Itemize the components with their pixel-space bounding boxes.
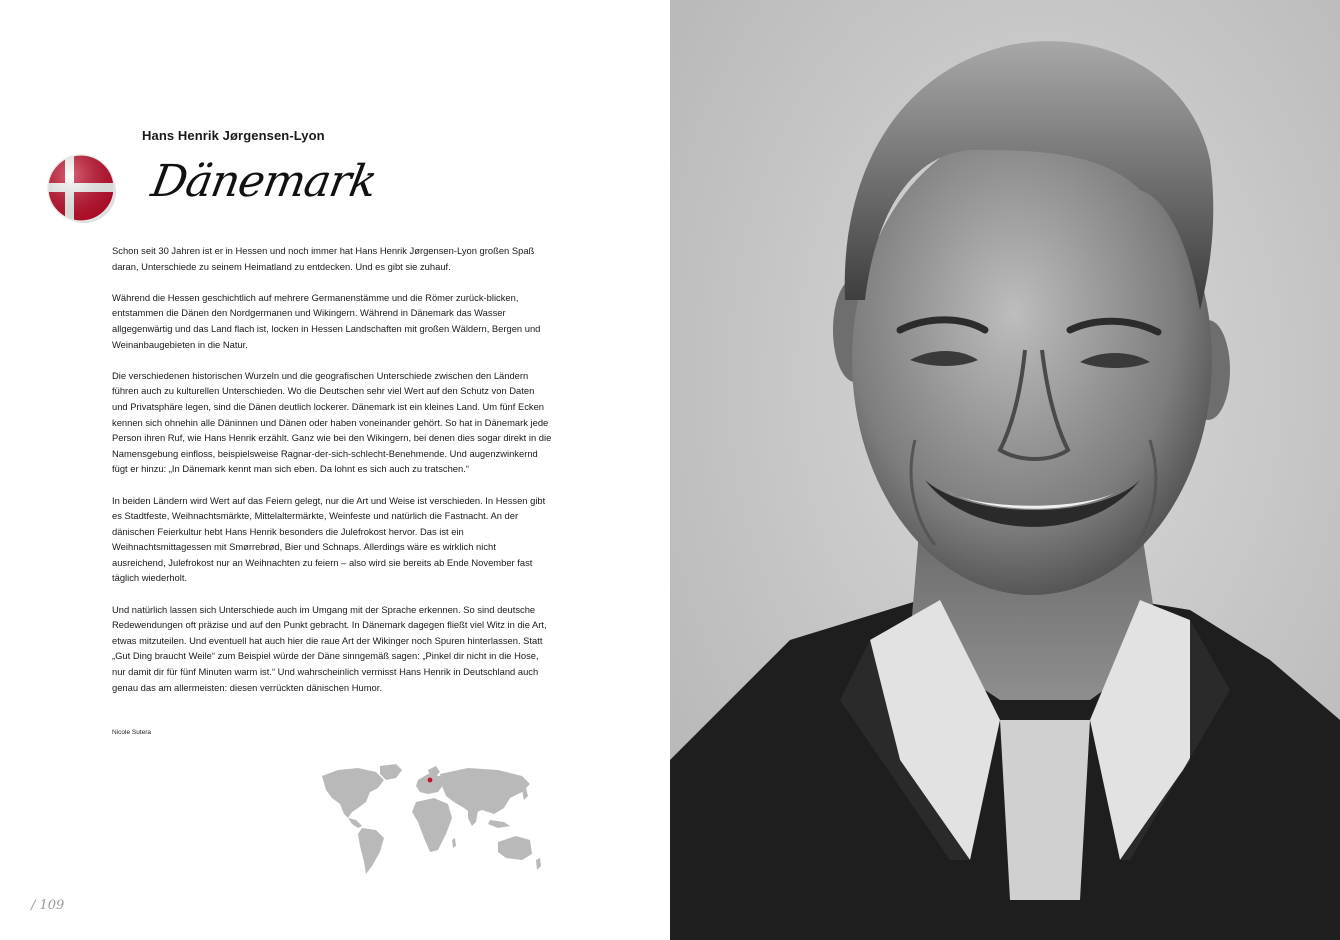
portrait-image xyxy=(670,0,1340,940)
author-name: Hans Henrik Jørgensen-Lyon xyxy=(142,128,325,143)
world-map-icon xyxy=(318,762,544,880)
paragraph: Und natürlich lassen sich Unterschiede auch im Umgang mit der Sprache erkennen. So sind deutsche Redewendungen oft präzise und auf den Punkt gebracht. In Dänemark dagegen fließt viel Witz in die Art, etwas mitzuteilen. Und eventuell hat auch hier die raue Art der Wikinger noch Spuren hinterlassen. Statt „Gut Ding braucht Weile“ zum Beispiel würde der Däne sinngemäß sagen: „Pinkel dir nicht in die Hose, nur damit dir für fünf Minuten warm ist.“ Und wahrscheinlich vermisst Hans Henrik in Deutschland auch genau das am allermeisten: diesen verrückten dänischen Humor. xyxy=(112,603,547,693)
article-body xyxy=(112,243,552,711)
paragraph: In beiden Ländern wird Wert auf das Feiern gelegt, nur die Art und Weise ist verschieden. In Hessen gibt es Stadtfeste, Weihnachtsmärkte, Mittelaltermärkte, Weinfeste und natürlich die Fastnacht. An der dänischen Feierkultur hebt Hans Henrik besonders die Julefrokost hervor. Das ist ein Weihnachtsmittagessen mit Smørrebrød, Bier und Schnaps. Allerdings wäre es wirklich nicht ausreichend, Julefrokost nur an Weihnachten zu feiern – also wird sie bereits ab Ende November fast täglich wiederholt. xyxy=(112,494,546,584)
page-number: / 109 xyxy=(31,898,65,913)
signature: Nicole Sutera xyxy=(112,729,152,736)
paragraph: Die verschiedenen historischen Wurzeln und die geografischen Unterschiede zwischen den Ländern führen auch zu kulturellen Unterschieden. Wo die Deutschen sehr viel Wert auf den Schutz von Daten und Privatsphäre legen, sind die Dänen deutlich lockerer. Dänemark ist ein kleines Land. Um fünf Ecken kennen sich ohnehin alle Däninnen und Dänen oder haben voneinander gehört. So hat in Dänemark jede Person ihren Ruf, wie Hans Henrik erzählt. Ganz wie bei den Wikingern, bei denen dies sogar direkt in die Namensgebung einfloss, beispielsweise Ragnar-der-sich-schlecht-Benehmende. Und augenzwinkernd fügt er hinzu: „In Dänemark kennt man sich eben. Da lohnt es sich auch zu tratschen.“ xyxy=(112,369,552,475)
country-title: Dänemark xyxy=(147,156,381,207)
paragraph: Schon seit 30 Jahren ist er in Hessen und noch immer hat Hans Henrik Jørgensen-Lyon großen Spaß daran, Unterschiede zu seinem Heimatland zu entdecken. Und es gibt sie zuhauf. xyxy=(112,245,535,272)
paragraph: Während die Hessen geschichtlich auf mehrere Germanenstämme und die Römer zurück-blicken, entstammen die Dänen den Nordgermanen und Wikingern. Während in Dänemark das Wasser allgegenwärtig und das Land flach ist, locken in Hessen Landschaften mit großen Wäldern, Bergen und Weinanbaugebieten in die Natur. xyxy=(112,291,541,350)
portrait-photo xyxy=(670,0,1340,940)
denmark-flag-icon xyxy=(47,154,117,224)
